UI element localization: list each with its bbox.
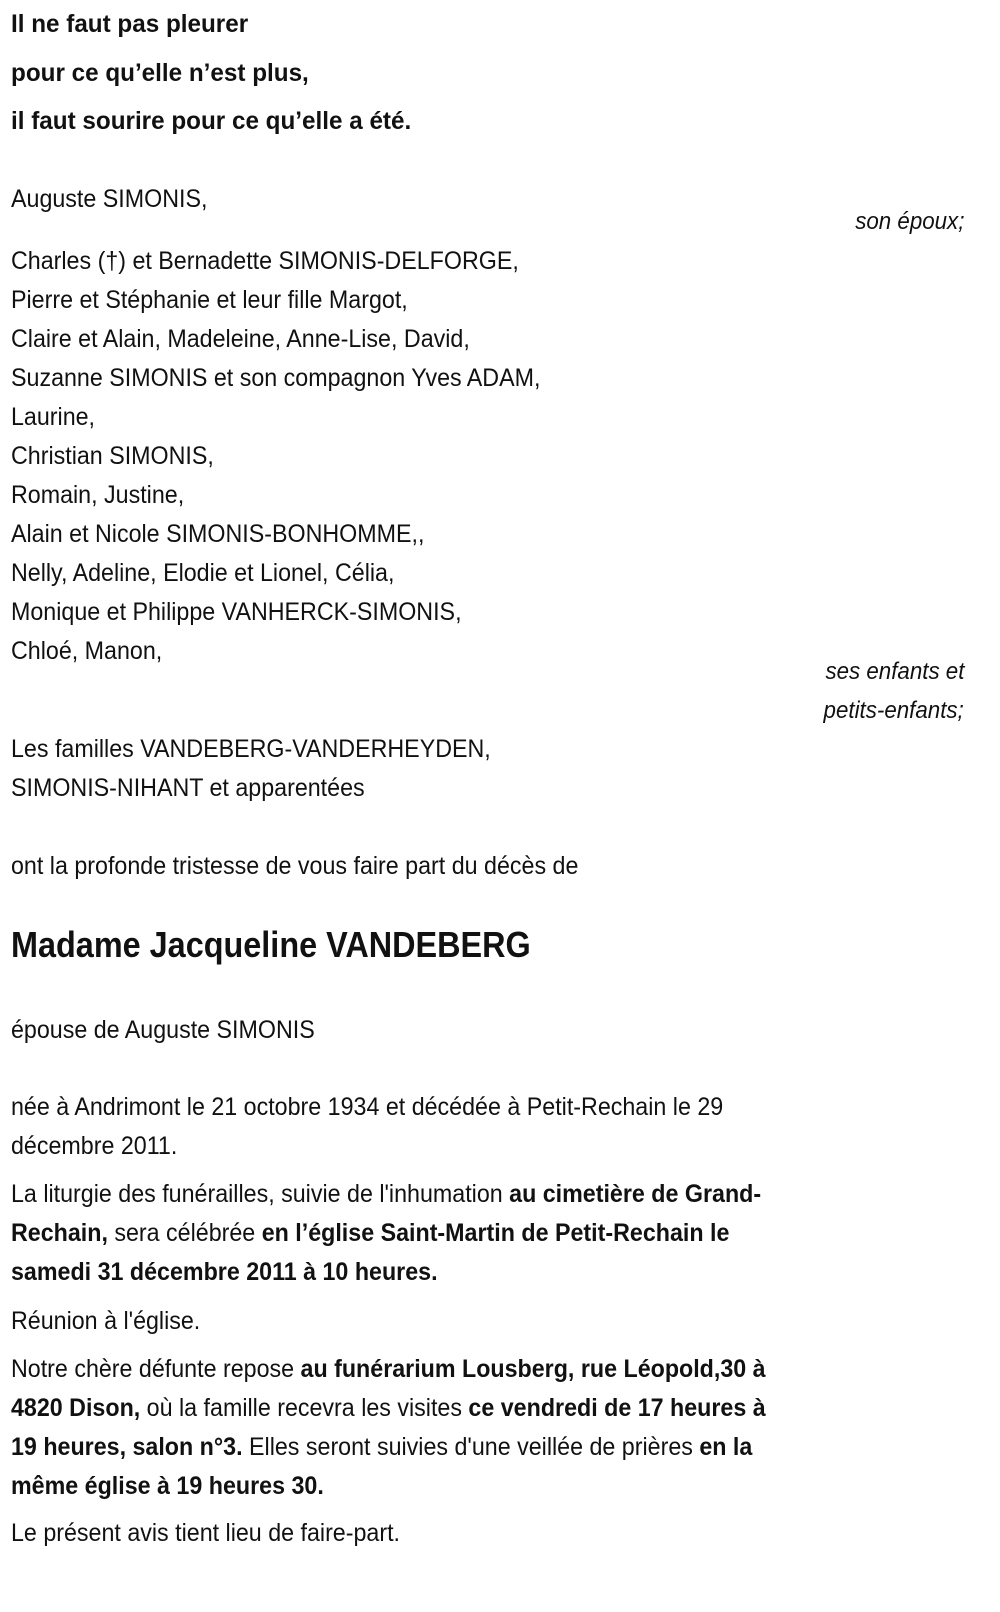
visitation-emphasis: en la: [699, 1433, 753, 1461]
visitation-text: Notre chère défunte repose: [11, 1355, 301, 1383]
motto-line-3: il faut sourire pour ce qu’elle a été.: [11, 107, 412, 135]
liturgy-line-1: [11, 1179, 761, 1209]
liturgy-text: La liturgie des funérailles, suivie de l'inhumation: [11, 1180, 510, 1208]
child-line: Nelly, Adeline, Elodie et Lionel, Célia,: [11, 559, 395, 587]
child-line: Christian SIMONIS,: [11, 442, 214, 470]
announcement: ont la profonde tristesse de vous faire part du décès de: [11, 852, 579, 880]
motto-line-2: pour ce qu’elle n’est plus,: [11, 59, 309, 87]
liturgy-emphasis: au cimetière de Grand-: [509, 1180, 762, 1208]
wife-of: épouse de Auguste SIMONIS: [11, 1016, 315, 1044]
child-line: Laurine,: [11, 403, 96, 431]
deceased-name: Madame Jacqueline VANDEBERG: [11, 924, 531, 965]
spouse-role: son époux;: [854, 208, 964, 235]
families-line-1: Les familles VANDEBERG-VANDERHEYDEN,: [11, 735, 491, 763]
visitation-emphasis: 19 heures, salon n°3.: [11, 1433, 243, 1461]
child-line: Pierre et Stéphanie et leur fille Margot,: [11, 286, 408, 314]
visitation-emphasis: au funérarium Lousberg, rue Léopold,30 à: [300, 1355, 766, 1383]
liturgy-text: sera célébrée: [107, 1219, 262, 1247]
birth-death-line-1: née à Andrimont le 21 octobre 1934 et décédée à Petit-Rechain le 29: [11, 1093, 724, 1121]
motto-line-1: Il ne faut pas pleurer: [11, 10, 249, 38]
visitation-emphasis: même église à 19 heures 30.: [11, 1472, 324, 1500]
families-line-2: SIMONIS-NIHANT et apparentées: [11, 774, 365, 802]
liturgy-line-2: [11, 1218, 729, 1248]
child-line: Alain et Nicole SIMONIS-BONHOMME,,: [11, 520, 425, 548]
children-role-line-1: ses enfants et: [825, 658, 964, 685]
liturgy-line-3: [11, 1257, 438, 1287]
child-line: Suzanne SIMONIS et son compagnon Yves ADAM,: [11, 364, 541, 392]
visitation-text: Elles seront suivies d'une veillée de prières: [242, 1433, 700, 1461]
visitation-line-3: [11, 1432, 752, 1462]
visitation-emphasis: ce vendredi de 17 heures à: [468, 1394, 766, 1422]
liturgy-emphasis: samedi 31 décembre 2011 à 10 heures.: [11, 1258, 438, 1286]
visitation-text: où la famille recevra les visites: [140, 1394, 469, 1422]
spouse-name: Auguste SIMONIS,: [11, 185, 208, 213]
visitation-line-1: [11, 1354, 766, 1384]
visitation-line-4: [11, 1471, 324, 1501]
birth-death-line-2: décembre 2011.: [11, 1132, 178, 1160]
child-line: Charles (†) et Bernadette SIMONIS-DELFORGE,: [11, 247, 519, 275]
liturgy-emphasis: en l’église Saint-Martin de Petit-Rechain le: [261, 1219, 730, 1247]
children-role-line-2: petits-enfants;: [823, 697, 964, 724]
child-line: Claire et Alain, Madeleine, Anne-Lise, David,: [11, 325, 470, 353]
liturgy-emphasis: Rechain,: [11, 1219, 108, 1247]
child-line: Monique et Philippe VANHERCK-SIMONIS,: [11, 598, 462, 626]
child-line: Chloé, Manon,: [11, 637, 163, 665]
closing: Le présent avis tient lieu de faire-part.: [11, 1519, 401, 1547]
child-line: Romain, Justine,: [11, 481, 185, 509]
meeting: Réunion à l'église.: [11, 1307, 201, 1335]
visitation-line-2: [11, 1393, 766, 1423]
visitation-emphasis: 4820 Dison,: [11, 1394, 141, 1422]
